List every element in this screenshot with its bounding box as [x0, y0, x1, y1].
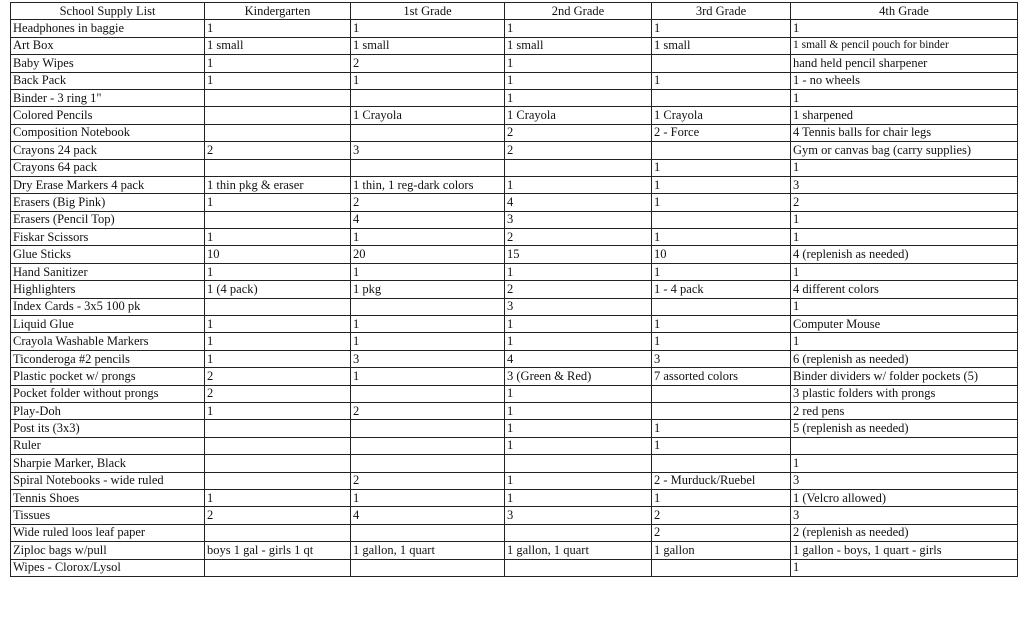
cell-2nd-grade[interactable]: 2	[505, 124, 652, 141]
cell-kindergarten[interactable]: 1	[205, 72, 351, 89]
cell-3rd-grade[interactable]	[652, 142, 791, 159]
cell-2nd-grade[interactable]: 1	[505, 489, 652, 506]
cell-item[interactable]: Crayons 24 pack	[11, 142, 205, 159]
cell-item[interactable]: Spiral Notebooks - wide ruled	[11, 472, 205, 489]
cell-kindergarten[interactable]: 1	[205, 316, 351, 333]
cell-2nd-grade[interactable]	[505, 159, 652, 176]
cell-1st-grade[interactable]: 1 small	[351, 37, 505, 54]
table-row	[11, 489, 1018, 506]
cell-4th-grade[interactable]: 1	[791, 455, 1018, 472]
cell-2nd-grade[interactable]: 1	[505, 385, 652, 402]
cell-kindergarten[interactable]: 1	[205, 489, 351, 506]
cell-4th-grade[interactable]: 1 small & pencil pouch for binder	[791, 37, 1018, 54]
cell-4th-grade[interactable]: 1	[791, 229, 1018, 246]
cell-item[interactable]: Highlighters	[11, 281, 205, 298]
cell-1st-grade[interactable]	[351, 89, 505, 106]
cell-item[interactable]: Wide ruled loos leaf paper	[11, 524, 205, 541]
table-row	[11, 159, 1018, 176]
cell-item[interactable]: Ruler	[11, 437, 205, 454]
cell-4th-grade[interactable]: 4 (replenish as needed)	[791, 246, 1018, 263]
cell-4th-grade[interactable]: 3 plastic folders with prongs	[791, 385, 1018, 402]
table-row	[11, 124, 1018, 141]
cell-2nd-grade[interactable]: 1	[505, 176, 652, 193]
cell-3rd-grade[interactable]	[652, 298, 791, 315]
cell-3rd-grade[interactable]	[652, 385, 791, 402]
cell-3rd-grade[interactable]: 1 small	[652, 37, 791, 54]
cell-2nd-grade[interactable]: 1	[505, 89, 652, 106]
cell-kindergarten[interactable]: 2	[205, 385, 351, 402]
cell-kindergarten[interactable]	[205, 159, 351, 176]
cell-3rd-grade[interactable]: 2 - Murduck/Ruebel	[652, 472, 791, 489]
cell-4th-grade[interactable]: hand held pencil sharpener	[791, 55, 1018, 72]
cell-1st-grade[interactable]	[351, 124, 505, 141]
cell-1st-grade[interactable]: 1	[351, 368, 505, 385]
cell-1st-grade[interactable]: 2	[351, 402, 505, 419]
cell-3rd-grade[interactable]	[652, 402, 791, 419]
cell-1st-grade[interactable]	[351, 437, 505, 454]
cell-item[interactable]: Crayons 64 pack	[11, 159, 205, 176]
cell-kindergarten[interactable]: 2	[205, 142, 351, 159]
cell-1st-grade[interactable]: 2	[351, 194, 505, 211]
cell-item[interactable]: Dry Erase Markers 4 pack	[11, 176, 205, 193]
table-row	[11, 368, 1018, 385]
cell-1st-grade[interactable]: 1	[351, 489, 505, 506]
cell-1st-grade[interactable]: 1	[351, 20, 505, 37]
table-row	[11, 107, 1018, 124]
cell-1st-grade[interactable]: 4	[351, 507, 505, 524]
cell-4th-grade[interactable]: 5 (replenish as needed)	[791, 420, 1018, 437]
cell-3rd-grade[interactable]: 2 - Force	[652, 124, 791, 141]
cell-3rd-grade[interactable]: 1	[652, 194, 791, 211]
cell-item[interactable]: Wipes - Clorox/Lysol	[11, 559, 205, 576]
table-row	[11, 176, 1018, 193]
cell-3rd-grade[interactable]	[652, 89, 791, 106]
cell-4th-grade[interactable]: 1 (Velcro allowed)	[791, 489, 1018, 506]
cell-2nd-grade[interactable]: 15	[505, 246, 652, 263]
cell-2nd-grade[interactable]: 1	[505, 72, 652, 89]
table-row	[11, 402, 1018, 419]
cell-1st-grade[interactable]	[351, 524, 505, 541]
cell-1st-grade[interactable]: 1	[351, 333, 505, 350]
table-row	[11, 194, 1018, 211]
cell-3rd-grade[interactable]: 1	[652, 72, 791, 89]
cell-kindergarten[interactable]: 1	[205, 229, 351, 246]
cell-3rd-grade[interactable]	[652, 559, 791, 576]
cell-kindergarten[interactable]: 1 thin pkg & eraser	[205, 176, 351, 193]
cell-4th-grade[interactable]: 6 (replenish as needed)	[791, 350, 1018, 367]
cell-kindergarten[interactable]: boys 1 gal - girls 1 qt	[205, 542, 351, 559]
cell-item[interactable]: Fiskar Scissors	[11, 229, 205, 246]
cell-4th-grade[interactable]: Gym or canvas bag (carry supplies)	[791, 142, 1018, 159]
table-row	[11, 472, 1018, 489]
cell-item[interactable]: Composition Notebook	[11, 124, 205, 141]
header-row	[11, 3, 1018, 20]
cell-kindergarten[interactable]	[205, 472, 351, 489]
cell-3rd-grade[interactable]: 1	[652, 316, 791, 333]
table-row	[11, 298, 1018, 315]
cell-kindergarten[interactable]: 1	[205, 350, 351, 367]
cell-4th-grade[interactable]: 1	[791, 20, 1018, 37]
cell-4th-grade[interactable]: 3	[791, 507, 1018, 524]
cell-item[interactable]: Art Box	[11, 37, 205, 54]
cell-1st-grade[interactable]: 1 gallon, 1 quart	[351, 542, 505, 559]
cell-4th-grade[interactable]: 1	[791, 89, 1018, 106]
cell-kindergarten[interactable]	[205, 124, 351, 141]
table-row	[11, 559, 1018, 576]
cell-3rd-grade[interactable]: 7 assorted colors	[652, 368, 791, 385]
cell-1st-grade[interactable]: 4	[351, 211, 505, 228]
cell-item[interactable]: Back Pack	[11, 72, 205, 89]
cell-kindergarten[interactable]	[205, 89, 351, 106]
cell-kindergarten[interactable]: 1	[205, 402, 351, 419]
cell-1st-grade[interactable]: 1	[351, 72, 505, 89]
cell-1st-grade[interactable]: 3	[351, 142, 505, 159]
cell-2nd-grade[interactable]	[505, 559, 652, 576]
cell-kindergarten[interactable]: 10	[205, 246, 351, 263]
cell-1st-grade[interactable]: 2	[351, 55, 505, 72]
cell-kindergarten[interactable]: 1	[205, 263, 351, 280]
cell-4th-grade[interactable]: 1	[791, 333, 1018, 350]
cell-3rd-grade[interactable]: 3	[652, 350, 791, 367]
cell-kindergarten[interactable]: 1	[205, 194, 351, 211]
cell-2nd-grade[interactable]: 3	[505, 507, 652, 524]
cell-3rd-grade[interactable]: 1	[652, 489, 791, 506]
cell-item[interactable]: Erasers (Pencil Top)	[11, 211, 205, 228]
table-row	[11, 524, 1018, 541]
cell-item[interactable]: Crayola Washable Markers	[11, 333, 205, 350]
cell-1st-grade[interactable]	[351, 298, 505, 315]
table-row	[11, 89, 1018, 106]
cell-kindergarten[interactable]: 1	[205, 20, 351, 37]
cell-3rd-grade[interactable]: 2	[652, 507, 791, 524]
table-row	[11, 72, 1018, 89]
cell-kindergarten[interactable]	[205, 437, 351, 454]
cell-1st-grade[interactable]	[351, 455, 505, 472]
cell-kindergarten[interactable]	[205, 298, 351, 315]
cell-3rd-grade[interactable]: 1 gallon	[652, 542, 791, 559]
cell-3rd-grade[interactable]: 1	[652, 420, 791, 437]
cell-2nd-grade[interactable]: 1	[505, 333, 652, 350]
cell-kindergarten[interactable]: 1 small	[205, 37, 351, 54]
cell-2nd-grade[interactable]: 1	[505, 420, 652, 437]
cell-2nd-grade[interactable]: 1 Crayola	[505, 107, 652, 124]
table-row	[11, 333, 1018, 350]
cell-1st-grade[interactable]	[351, 420, 505, 437]
table-row	[11, 37, 1018, 54]
cell-kindergarten[interactable]: 1	[205, 55, 351, 72]
cell-2nd-grade[interactable]: 1	[505, 55, 652, 72]
cell-3rd-grade[interactable]: 2	[652, 524, 791, 541]
cell-2nd-grade[interactable]: 1 small	[505, 37, 652, 54]
cell-2nd-grade[interactable]	[505, 455, 652, 472]
header-2nd-grade[interactable]: 2nd Grade	[505, 3, 652, 20]
cell-3rd-grade[interactable]: 1 - 4 pack	[652, 281, 791, 298]
cell-1st-grade[interactable]: 1	[351, 263, 505, 280]
table-row	[11, 55, 1018, 72]
cell-1st-grade[interactable]: 1	[351, 229, 505, 246]
cell-3rd-grade[interactable]: 1	[652, 159, 791, 176]
table-row	[11, 385, 1018, 402]
header-kindergarten[interactable]: Kindergarten	[205, 3, 351, 20]
cell-item[interactable]: Colored Pencils	[11, 107, 205, 124]
cell-4th-grade[interactable]: 1	[791, 211, 1018, 228]
cell-3rd-grade[interactable]: 1	[652, 229, 791, 246]
table-row	[11, 263, 1018, 280]
cell-item[interactable]: Ticonderoga #2 pencils	[11, 350, 205, 367]
cell-1st-grade[interactable]: 2	[351, 472, 505, 489]
cell-4th-grade[interactable]: 3	[791, 472, 1018, 489]
cell-item[interactable]: Liquid Glue	[11, 316, 205, 333]
cell-3rd-grade[interactable]: 1	[652, 437, 791, 454]
cell-4th-grade[interactable]: 4 Tennis balls for chair legs	[791, 124, 1018, 141]
table-row	[11, 542, 1018, 559]
table-row	[11, 455, 1018, 472]
cell-item[interactable]: Tissues	[11, 507, 205, 524]
cell-kindergarten[interactable]	[205, 524, 351, 541]
cell-item[interactable]: Glue Sticks	[11, 246, 205, 263]
cell-2nd-grade[interactable]: 1	[505, 263, 652, 280]
cell-2nd-grade[interactable]	[505, 524, 652, 541]
cell-2nd-grade[interactable]: 1	[505, 402, 652, 419]
cell-2nd-grade[interactable]: 1	[505, 20, 652, 37]
cell-kindergarten[interactable]	[205, 211, 351, 228]
cell-kindergarten[interactable]: 2	[205, 368, 351, 385]
cell-4th-grade[interactable]: 1	[791, 263, 1018, 280]
cell-2nd-grade[interactable]: 3	[505, 211, 652, 228]
cell-4th-grade[interactable]	[791, 437, 1018, 454]
cell-3rd-grade[interactable]: 1	[652, 333, 791, 350]
cell-3rd-grade[interactable]	[652, 455, 791, 472]
cell-1st-grade[interactable]: 1	[351, 316, 505, 333]
cell-4th-grade[interactable]: 1 gallon - boys, 1 quart - girls	[791, 542, 1018, 559]
cell-1st-grade[interactable]: 1 thin, 1 reg-dark colors	[351, 176, 505, 193]
cell-item[interactable]: Hand Sanitizer	[11, 263, 205, 280]
cell-4th-grade[interactable]: 1	[791, 159, 1018, 176]
cell-2nd-grade[interactable]: 2	[505, 229, 652, 246]
cell-item[interactable]: Post its (3x3)	[11, 420, 205, 437]
cell-2nd-grade[interactable]: 1 gallon, 1 quart	[505, 542, 652, 559]
cell-4th-grade[interactable]: 4 different colors	[791, 281, 1018, 298]
cell-item[interactable]: Ziploc bags w/pull	[11, 542, 205, 559]
cell-1st-grade[interactable]: 20	[351, 246, 505, 263]
cell-2nd-grade[interactable]: 2	[505, 142, 652, 159]
cell-kindergarten[interactable]	[205, 455, 351, 472]
cell-3rd-grade[interactable]: 1	[652, 176, 791, 193]
cell-item[interactable]: Sharpie Marker, Black	[11, 455, 205, 472]
cell-1st-grade[interactable]: 3	[351, 350, 505, 367]
cell-item[interactable]: Tennis Shoes	[11, 489, 205, 506]
cell-kindergarten[interactable]: 2	[205, 507, 351, 524]
cell-2nd-grade[interactable]: 1	[505, 472, 652, 489]
cell-4th-grade[interactable]: 1 sharpened	[791, 107, 1018, 124]
cell-2nd-grade[interactable]: 1	[505, 437, 652, 454]
table-row	[11, 246, 1018, 263]
cell-item[interactable]: Headphones in baggie	[11, 20, 205, 37]
cell-4th-grade[interactable]: Computer Mouse	[791, 316, 1018, 333]
header-4th-grade[interactable]: 4th Grade	[791, 3, 1018, 20]
cell-2nd-grade[interactable]: 1	[505, 316, 652, 333]
cell-item[interactable]: Plastic pocket w/ prongs	[11, 368, 205, 385]
cell-kindergarten[interactable]: 1	[205, 333, 351, 350]
table-row	[11, 420, 1018, 437]
cell-4th-grade[interactable]: Binder dividers w/ folder pockets (5)	[791, 368, 1018, 385]
cell-item[interactable]: Erasers (Big Pink)	[11, 194, 205, 211]
cell-3rd-grade[interactable]	[652, 211, 791, 228]
table-row	[11, 142, 1018, 159]
table-row	[11, 507, 1018, 524]
table-row	[11, 229, 1018, 246]
header-1st-grade[interactable]: 1st Grade	[351, 3, 505, 20]
cell-2nd-grade[interactable]: 2	[505, 281, 652, 298]
table-row	[11, 20, 1018, 37]
cell-2nd-grade[interactable]: 3 (Green & Red)	[505, 368, 652, 385]
table-row	[11, 350, 1018, 367]
cell-1st-grade[interactable]: 1 pkg	[351, 281, 505, 298]
cell-kindergarten[interactable]: 1 (4 pack)	[205, 281, 351, 298]
cell-kindergarten[interactable]	[205, 420, 351, 437]
cell-1st-grade[interactable]: 1 Crayola	[351, 107, 505, 124]
cell-item[interactable]: Baby Wipes	[11, 55, 205, 72]
cell-1st-grade[interactable]	[351, 159, 505, 176]
cell-3rd-grade[interactable]	[652, 55, 791, 72]
cell-kindergarten[interactable]	[205, 559, 351, 576]
cell-4th-grade[interactable]: 1	[791, 559, 1018, 576]
cell-2nd-grade[interactable]: 4	[505, 350, 652, 367]
header-supply-list[interactable]: School Supply List	[11, 3, 205, 20]
table-row	[11, 211, 1018, 228]
cell-item[interactable]: Index Cards - 3x5 100 pk	[11, 298, 205, 315]
cell-2nd-grade[interactable]: 4	[505, 194, 652, 211]
cell-item[interactable]: Pocket folder without prongs	[11, 385, 205, 402]
cell-3rd-grade[interactable]: 10	[652, 246, 791, 263]
cell-4th-grade[interactable]: 1	[791, 298, 1018, 315]
cell-2nd-grade[interactable]: 3	[505, 298, 652, 315]
supply-list-table	[10, 2, 1018, 577]
table-row	[11, 281, 1018, 298]
cell-1st-grade[interactable]	[351, 385, 505, 402]
cell-1st-grade[interactable]	[351, 559, 505, 576]
cell-3rd-grade[interactable]: 1	[652, 20, 791, 37]
cell-kindergarten[interactable]	[205, 107, 351, 124]
cell-4th-grade[interactable]: 2	[791, 194, 1018, 211]
table-row	[11, 437, 1018, 454]
cell-4th-grade[interactable]: 3	[791, 176, 1018, 193]
cell-3rd-grade[interactable]: 1 Crayola	[652, 107, 791, 124]
cell-4th-grade[interactable]: 2 (replenish as needed)	[791, 524, 1018, 541]
cell-item[interactable]: Binder - 3 ring 1"	[11, 89, 205, 106]
cell-4th-grade[interactable]: 1 - no wheels	[791, 72, 1018, 89]
cell-4th-grade[interactable]: 2 red pens	[791, 402, 1018, 419]
cell-3rd-grade[interactable]: 1	[652, 263, 791, 280]
table-row	[11, 316, 1018, 333]
cell-item[interactable]: Play-Doh	[11, 402, 205, 419]
header-3rd-grade[interactable]: 3rd Grade	[652, 3, 791, 20]
